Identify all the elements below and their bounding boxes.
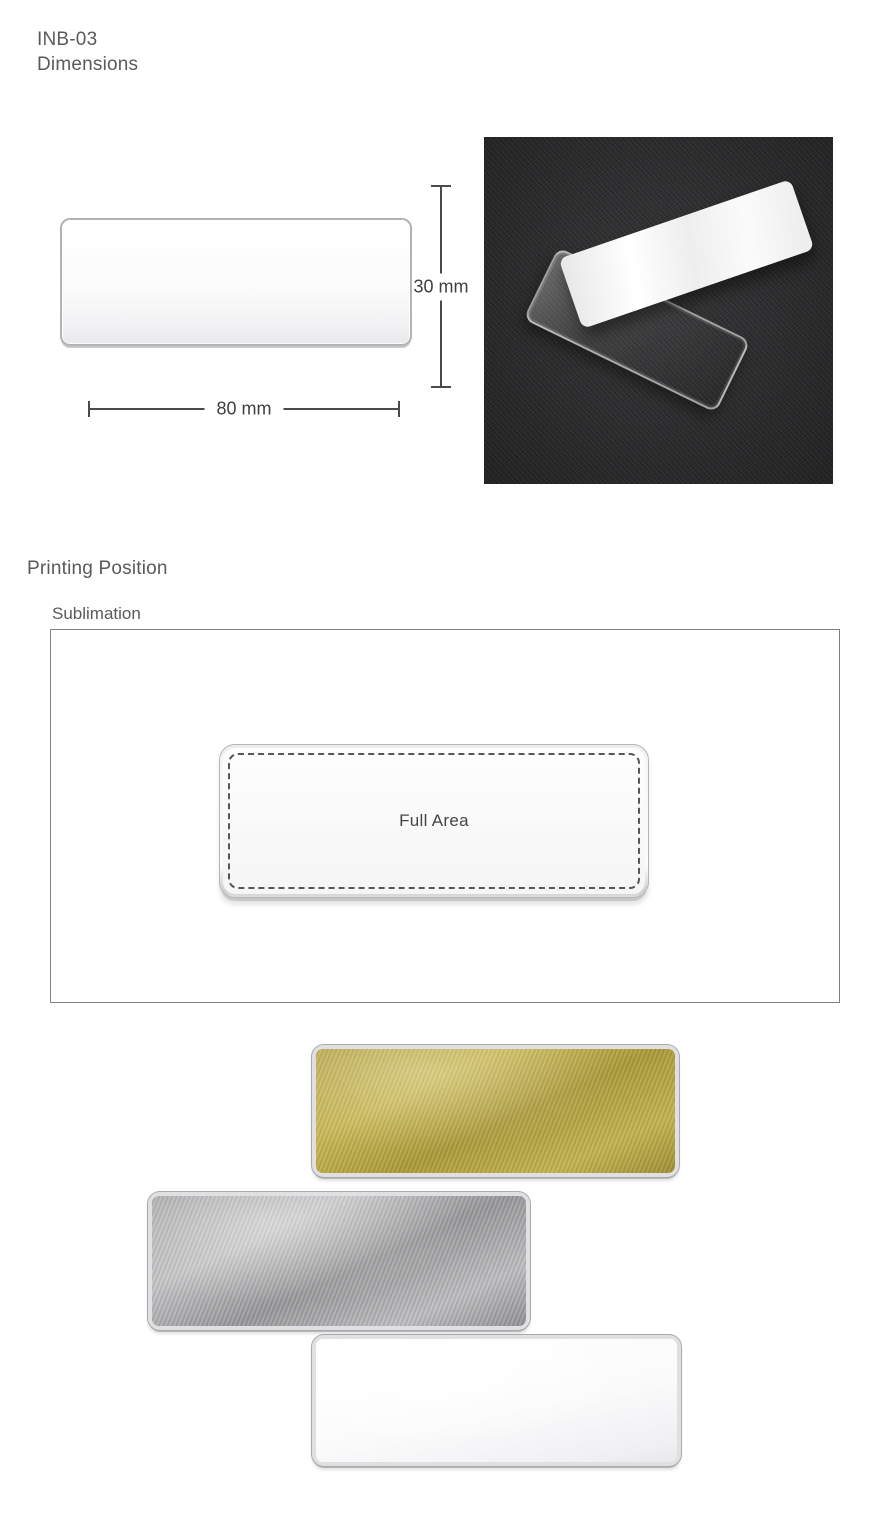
metal-insert-plate (559, 179, 815, 329)
printing-position-title: Printing Position (27, 558, 168, 579)
dimensions-section-title: Dimensions (37, 54, 139, 75)
width-dimension-line (88, 399, 400, 419)
page-header (37, 27, 138, 77)
width-dimension-label: 80 mm (204, 398, 283, 421)
sublimation-label: Sublimation (52, 604, 141, 623)
dimension-tick (431, 386, 451, 388)
variant-gold-badge (312, 1045, 679, 1177)
product-code: INB-03 (37, 29, 98, 50)
print-area-dashed-outline (228, 753, 640, 889)
variant-silver-badge (148, 1192, 530, 1330)
sublimation-print-box (50, 629, 840, 1003)
white-badge-face (316, 1339, 677, 1462)
full-area-label: Full Area (399, 811, 469, 830)
gold-badge-face (316, 1049, 675, 1173)
print-area-badge (219, 744, 649, 898)
product-photo (484, 137, 833, 484)
height-dimension-line (413, 185, 469, 388)
height-dimension-label: 30 mm (412, 273, 469, 300)
silver-badge-face (152, 1196, 526, 1326)
variant-white-badge (312, 1335, 681, 1466)
dimension-tick (398, 401, 400, 417)
badge-dimension-outline (60, 218, 412, 346)
